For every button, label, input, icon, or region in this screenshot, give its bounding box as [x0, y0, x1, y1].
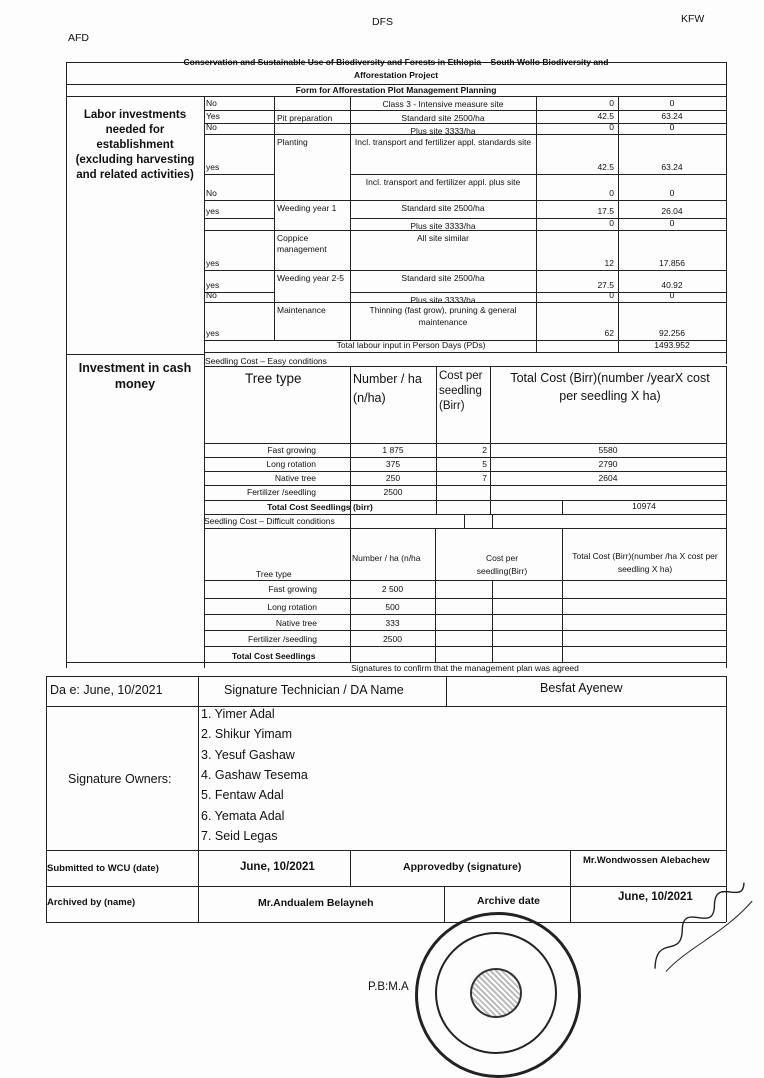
labor-value-pd: 0 [669, 218, 675, 228]
easy-number: 1 875 [382, 445, 404, 455]
owner-name: 6. Yemata Adal [201, 808, 285, 823]
easy-total-label: Total Cost Seedlings (birr) [267, 502, 373, 512]
easy-tree-type: Fertilizer /seedling [247, 487, 316, 497]
labor-total-value: 1493.952 [654, 340, 690, 350]
difficult-total-label: Total Cost Seedlings [232, 651, 316, 661]
labor-yes-no: No [206, 290, 217, 300]
labor-value-pd: 26.04 [661, 206, 683, 216]
labor-description: Plus site 3333/ha [410, 295, 476, 305]
labor-activity: Weeding year 1 [277, 203, 337, 213]
difficult-section-label: Seedling Cost – Difficult conditions [204, 516, 335, 526]
labor-row-divider [204, 302, 726, 303]
labor-description: Class 3 - Intensive measure site [382, 99, 504, 109]
labor-value-days: 0 [609, 218, 614, 228]
easy-row-divider [204, 485, 726, 486]
difficult-h-cost: Cost per seedling(Birr) [476, 553, 528, 577]
labor-description: Standard site 2500/ha [401, 273, 485, 283]
labor-value-pd: 63.24 [661, 162, 683, 172]
easy-section-label: Seedling Cost – Easy conditions [205, 356, 327, 366]
archived-label: Archived by (name) [47, 897, 136, 908]
labor-value-days: 0 [609, 122, 614, 132]
project-subtitle: Afforestation Project [353, 70, 439, 80]
difficult-row-divider [204, 598, 726, 599]
easy-row-divider [204, 457, 726, 458]
cash-label: Investment in cash money [78, 361, 192, 392]
difficult-number: 2500 [383, 634, 402, 644]
labor-yes-no: yes [206, 162, 220, 172]
owner-name: 3. Yesuf Gashaw [201, 747, 295, 762]
labor-value-days: 0 [609, 98, 614, 108]
technician-name: Besfat Ayenew [540, 681, 623, 695]
difficult-number: 333 [385, 618, 400, 628]
labor-yes-no: Yes [206, 111, 220, 121]
easy-tree-type: Native tree [274, 473, 316, 483]
labor-label: Labor investments needed for establishment (excluding harvesting and related activities) [75, 109, 195, 181]
difficult-tree-type: Fast growing [268, 584, 317, 594]
date-field: Da e: June, 10/2021 [50, 683, 163, 697]
labor-yes-no: No [206, 122, 217, 132]
difficult-tree-type: Long rotation [267, 602, 317, 612]
difficult-row-divider [204, 646, 726, 647]
labor-description: All site similar [417, 233, 469, 243]
easy-number: 2500 [383, 487, 403, 497]
labor-value-days: 27.5 [597, 280, 614, 290]
stamp-emblem-icon [470, 968, 522, 1018]
labor-description: Incl. transport and fertilizer appl. standards site [354, 137, 532, 147]
header-dfs: DFS [372, 16, 393, 28]
easy-cost: 2 [482, 445, 487, 455]
labor-value-pd: 63.24 [661, 111, 683, 121]
easy-number: 375 [385, 459, 401, 469]
easy-cost: 7 [482, 473, 487, 483]
labor-value-pd: 0 [669, 188, 675, 198]
submitted-date: June, 10/2021 [240, 861, 315, 873]
labor-yes-no: No [206, 188, 217, 198]
labor-row-divider [204, 230, 726, 231]
labor-value-days: 62 [604, 328, 614, 338]
labor-activity: Maintenance [277, 305, 326, 315]
labor-yes-no: No [206, 98, 217, 108]
labor-value-days: 0 [609, 188, 614, 198]
labor-yes-no: yes [206, 280, 220, 290]
labor-description: Thinning (fast grow), pruning & general maintenance [369, 305, 517, 328]
footer-pbma: P.B:M.A [368, 981, 409, 993]
labor-row-divider [204, 218, 274, 219]
difficult-h-tree: Tree type [256, 569, 292, 579]
signature-scribble-icon [633, 873, 764, 978]
labor-description: Standard site 2500/ha [401, 203, 485, 213]
owner-name: 4. Gashaw Tesema [201, 767, 308, 782]
labor-row-divider [350, 174, 726, 175]
labor-row-divider [204, 110, 726, 111]
easy-h-tree: Tree type [245, 371, 302, 386]
labor-description: Incl. transport and fertilizer appl. plus site [365, 177, 521, 187]
labor-value-pd: 92.256 [659, 328, 685, 338]
labor-value-pd: 40.92 [661, 280, 683, 290]
easy-row-divider [204, 471, 726, 472]
signatures-header: Signatures to confirm that the management plan was agreed [351, 663, 579, 673]
header-kfw: KFW [681, 13, 705, 25]
owners-label: Signature Owners: [68, 772, 172, 786]
labor-value-days: 12 [604, 258, 614, 268]
approved-label: Approvedby (signature) [403, 861, 522, 873]
labor-value-days: 0 [609, 290, 614, 300]
labor-description: Standard site 2500/ha [401, 113, 485, 123]
difficult-tree-type: Native tree [275, 618, 317, 628]
labor-activity: Planting [277, 137, 308, 147]
difficult-number: 2 500 [381, 584, 404, 594]
project-title: Conservation and Sustainable Use of Biodiversity and Forests in Ethiopia – South Wollo Biodiversity and [183, 57, 609, 67]
difficult-tree-type: Fertilizer /seedling [248, 634, 317, 644]
labor-total-label: Total labour input in Person Days (PDs) [336, 340, 486, 350]
labor-yes-no: yes [206, 206, 220, 216]
labor-row-divider [204, 270, 726, 271]
easy-total: 5580 [598, 445, 618, 455]
submitted-label: Submitted to WCU (date) [47, 863, 159, 874]
easy-total-value: 10974 [632, 501, 656, 511]
labor-value-pd: 0 [669, 290, 675, 300]
easy-tree-type: Long rotation [266, 459, 316, 469]
easy-h-number: Number / ha (n/ha) [353, 372, 422, 405]
labor-row-divider [204, 174, 274, 175]
labor-value-pd: 17.856 [659, 258, 685, 268]
easy-cost: 5 [482, 459, 487, 469]
labor-row-divider [204, 200, 726, 201]
labor-value-days: 42.5 [597, 162, 614, 172]
archive-date: June, 10/2021 [618, 891, 693, 903]
difficult-row-divider [204, 614, 726, 615]
labor-activity: Weeding year 2-5 [277, 273, 344, 283]
owner-name: 2. Shikur Yimam [201, 727, 293, 742]
difficult-row-divider [204, 630, 726, 631]
form-title: Form for Afforestation Plot Management Planning [295, 85, 497, 95]
owner-name: 5. Fentaw Adal [201, 788, 284, 803]
labor-yes-no: yes [206, 328, 220, 338]
labor-description: Plus site 3333/ha [410, 221, 476, 231]
labor-yes-no: yes [206, 258, 220, 268]
difficult-h-number: Number / ha (n/ha [352, 553, 421, 563]
owner-name: 1. Yimer Adal [201, 707, 275, 721]
archive-date-label: Archive date [477, 895, 541, 907]
difficult-number: 500 [385, 602, 400, 612]
header-afd: AFD [68, 32, 89, 44]
approved-name: Mr.Wondwossen Alebachew [583, 855, 710, 866]
labor-row-divider [204, 134, 726, 135]
technician-label: Signature Technician / DA Name [224, 683, 404, 697]
labor-description: Plus site 3333/ha [410, 126, 476, 136]
labor-value-pd: 0 [669, 122, 675, 132]
labor-value-pd: 0 [669, 98, 675, 108]
labor-value-days: 42.5 [597, 111, 614, 121]
labor-value-days: 17.5 [597, 206, 614, 216]
labor-activity: Coppice management [277, 233, 327, 255]
owner-name: 7. Seid Legas [201, 828, 278, 843]
easy-total: 2604 [598, 473, 618, 483]
easy-number: 250 [385, 473, 401, 483]
easy-h-total: Total Cost (Birr)(number /yearX cost per seedling X ha) [510, 371, 710, 404]
difficult-h-total: Total Cost (Birr)(number /ha X cost per seedling X ha) [572, 551, 718, 575]
easy-total: 2790 [598, 459, 618, 469]
labor-activity: Pit preparation [277, 113, 333, 123]
easy-tree-type: Fast growing [267, 445, 316, 455]
archived-name: Mr.Andualem Belayneh [258, 897, 374, 909]
easy-h-cost: Cost per seedling (Birr) [439, 370, 483, 412]
